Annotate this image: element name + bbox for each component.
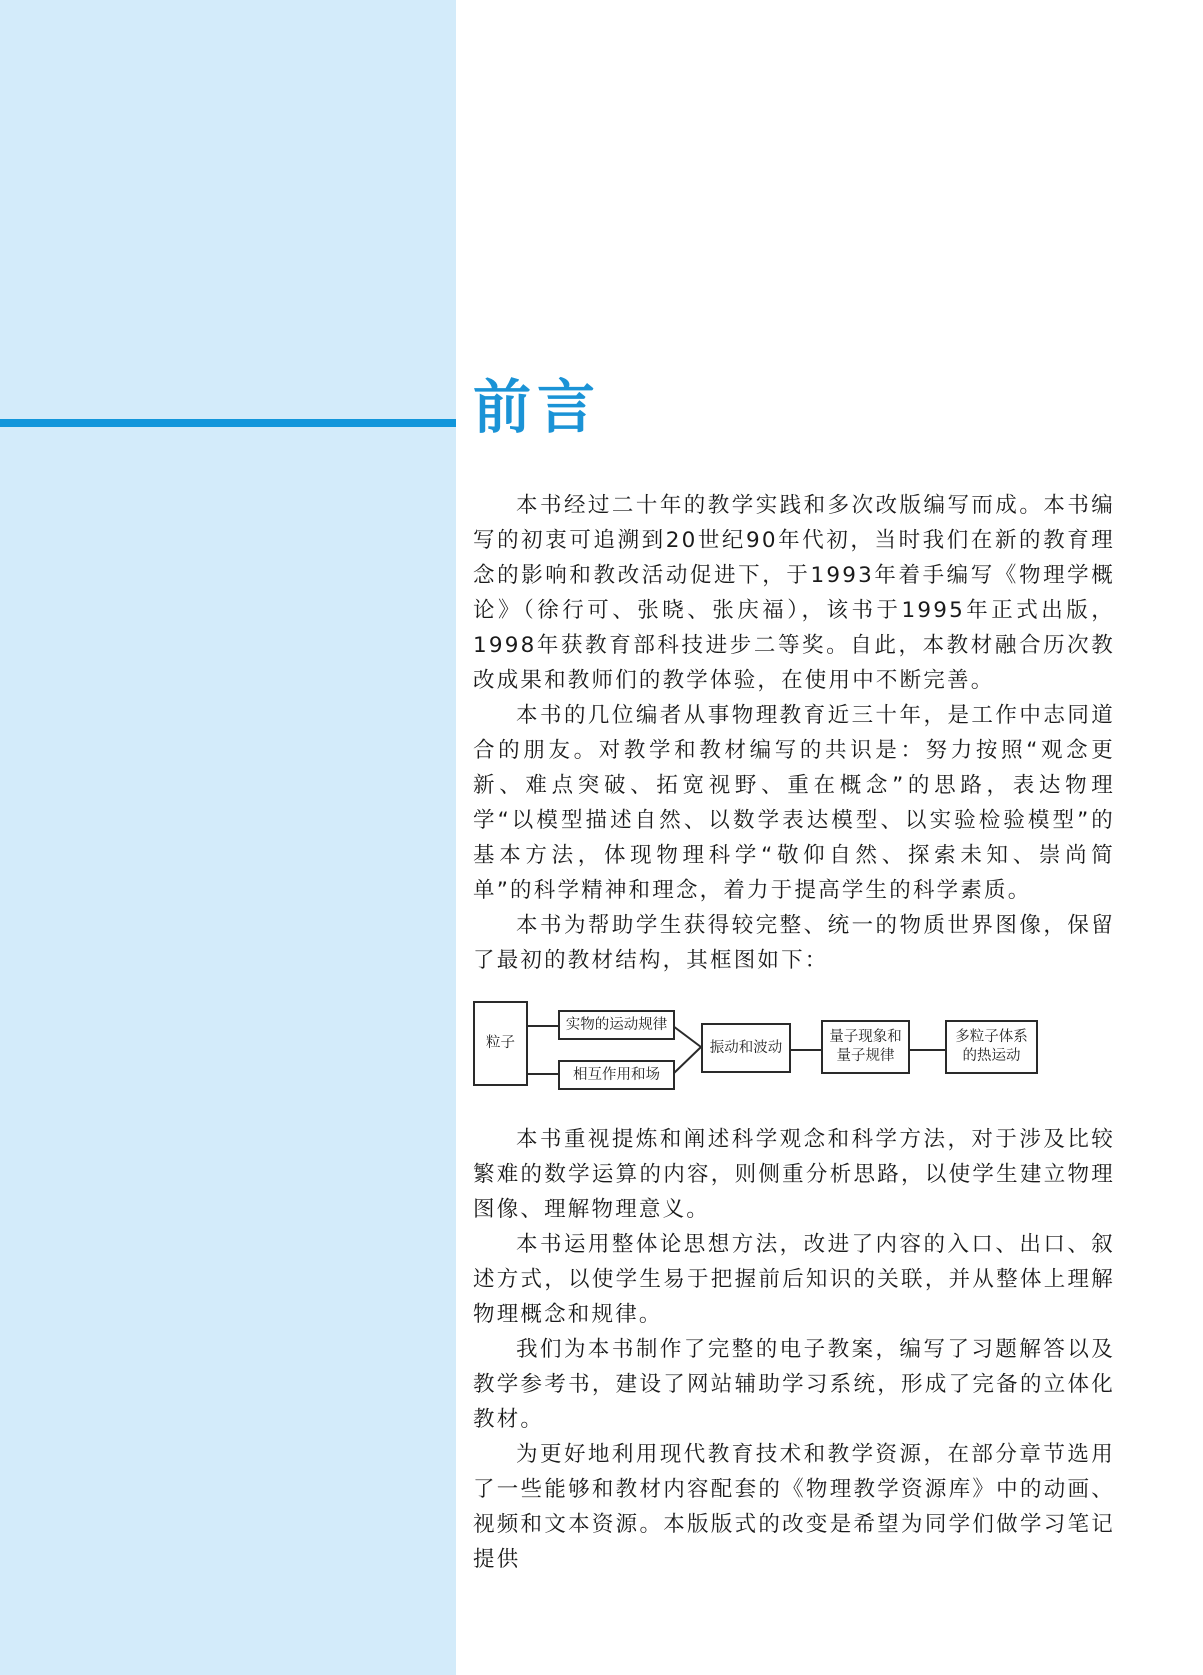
paragraph: 本书运用整体论思想方法，改进了内容的入口、出口、叙述方式，以使学生易于把握前后知识的关联，并从整体上理解物理概念和规律。 [473,1232,1115,1327]
paragraph: 本书的几位编者从事物理教育近三十年，是工作中志同道合的朋友。对教学和教材编写的共识是：努力按照“观念更新、难点突破、拓宽视野、重在概念”的思路，表达物理学“以模型描述自然、以数学表达模型、以实验检验模型”的基本方法，体现物理科学“敬仰自然、探索未知、崇尚简单”的科学精神和理念，着力于提高学生的科学素质。 [473,703,1115,903]
box-thermal-line2: 的热运动 [962,1048,1021,1064]
paragraph: 本书经过二十年的教学实践和多次改版编写而成。本书编写的初衷可追溯到20世纪90年代初，当时我们在新的教育理念的影响和教改活动促进下，于1993年着手编写《物理学概论》（徐行可、张晓、张庆福），该书于1995年正式出版，1998年获教育部科技进步二等奖。自此，本教材融合历次教改成果和教师们的教学体验，在使用中不断完善。 [473,493,1115,693]
box-thermal-line1: 多粒子体系 [955,1029,1028,1045]
body-text [473,488,1115,1577]
box-interaction: 相互作用和场 [558,1060,675,1090]
title-rule [0,419,456,427]
box-vibration-wave: 振动和波动 [701,1023,791,1073]
page-title: 前言 [473,373,602,441]
box-quantum [821,1020,910,1074]
paragraph: 本书重视提炼和阐述科学观念和科学方法，对于涉及比较繁难的数学运算的内容，则侧重分析思路，以使学生建立物理图像、理解物理意义。 [473,1127,1115,1222]
paragraph: 我们为本书制作了完整的电子教案，编写了习题解答以及教学参考书，建设了网站辅助学习系统，形成了完备的立体化教材。 [473,1337,1115,1432]
box-motion-law: 实物的运动规律 [558,1010,675,1040]
box-quantum-line1: 量子现象和 [829,1029,902,1045]
side-panel [0,0,456,1675]
box-quantum-line2: 量子规律 [836,1048,895,1064]
box-particle: 粒子 [473,1001,528,1086]
structure-diagram [473,998,1115,1096]
paragraph: 本书为帮助学生获得较完整、统一的物质世界图像，保留了最初的教材结构，其框图如下： [473,913,1115,973]
paragraph: 为更好地利用现代教育技术和教学资源，在部分章节选用了一些能够和教材内容配套的《物理教学资源库》中的动画、视频和文本资源。本版版式的改变是希望为同学们做学习笔记提供 [473,1442,1115,1572]
box-thermal [945,1020,1038,1074]
